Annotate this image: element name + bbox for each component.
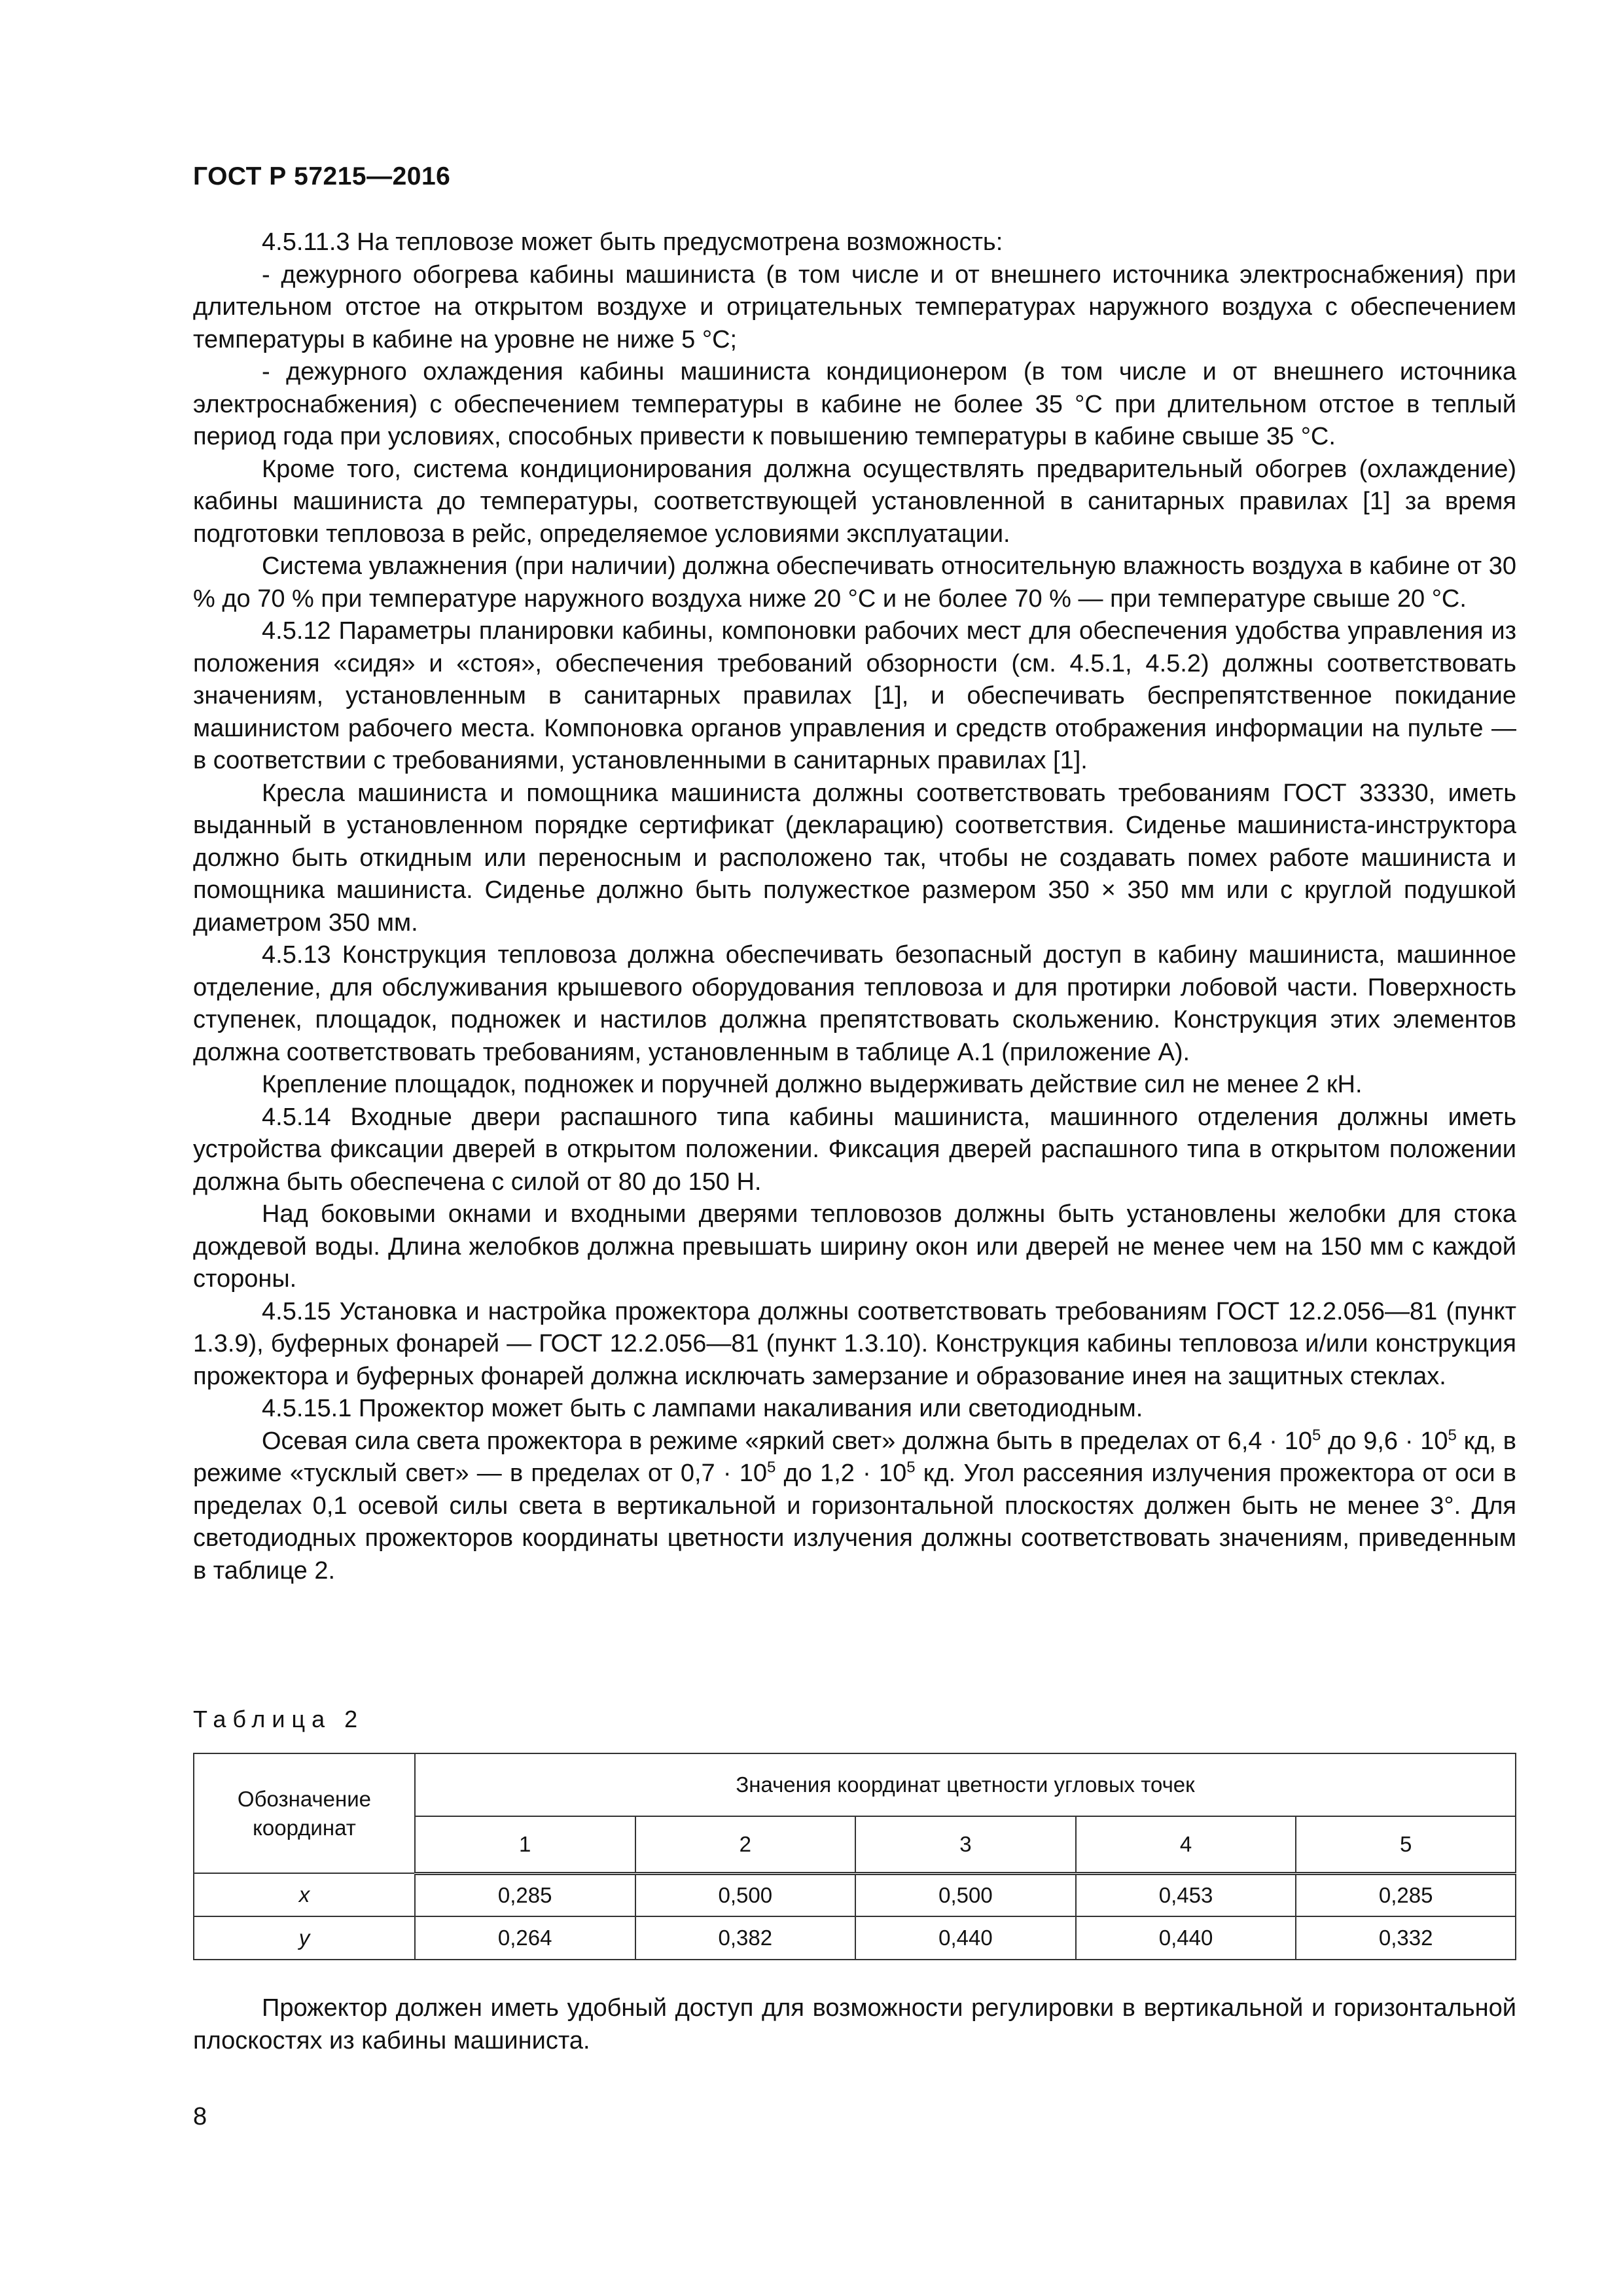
text-fragment: кд, в режиме «тусклый свет» — в пределах от 0,7 · 10: [193, 1427, 1516, 1487]
table-cell: 0,332: [1296, 1916, 1516, 1960]
chromaticity-values-header: Значения координат цветности угловых точек: [415, 1753, 1516, 1816]
paragraph: Прожектор должен иметь удобный доступ для возможности регулировки в вертикальной и горизонтальной плоскостях из кабины машиниста.: [193, 1994, 1516, 2054]
table-cell: 0,285: [415, 1873, 635, 1916]
luminous-intensity-paragraph: [193, 1426, 1516, 1588]
text-fragment: кд. Угол рассеяния излучения прожектора от оси в пределах 0,1 осевой силы света в вертикальной и горизонтальной плоскостях должен быть не менее 3°. Для светодиодных прожекторов координаты цветности излучения должны соответствовать значениям, приведенным в таблице 2.: [193, 1460, 1516, 1585]
table-cell: 0,285: [1296, 1873, 1516, 1916]
table-cell: 0,382: [635, 1916, 856, 1960]
table-cell: 0,453: [1076, 1873, 1296, 1916]
coordinate-label: x: [194, 1873, 415, 1916]
table-cell: 0,440: [1076, 1916, 1296, 1960]
body-text: [193, 226, 1516, 1587]
table-row: [194, 1916, 1516, 1960]
coordinate-designation-header: Обозначение координат: [194, 1753, 415, 1873]
exponent: 5: [767, 1458, 776, 1477]
text-fragment: до 1,2 · 10: [776, 1460, 907, 1487]
text-fragment: Осевая сила света прожектора в режиме «яркий свет» должна быть в пределах от 6,4 · 10: [262, 1427, 1312, 1455]
paragraph: 4.5.14 Входные двери распашного типа кабины машиниста, машинного отделения должны иметь устройства фиксации дверей в открытом положении. Фиксация дверей распашного типа в открытом положении должна быть обеспечена с силой от 80 до 150 Н.: [193, 1103, 1516, 1196]
point-number-header: 4: [1076, 1816, 1296, 1873]
point-number-header: 2: [635, 1816, 856, 1873]
page-number: 8: [193, 2103, 207, 2130]
paragraph: - дежурного охлаждения кабины машиниста кондиционером (в том числе и от внешнего источника электроснабжения) с обеспечением температуры в кабине не более 35 °С при длительном отстое в теплый период года при условиях, способных привести к повышению температуры в кабине свыше 35 °С.: [193, 358, 1516, 450]
point-number-header: 3: [855, 1816, 1076, 1873]
text-fragment: до 9,6 · 10: [1321, 1427, 1448, 1455]
table-caption: Таблица 2: [193, 1706, 365, 1732]
coordinate-label: y: [194, 1916, 415, 1960]
paragraph: Кресла машиниста и помощника машиниста должны соответствовать требованиям ГОСТ 33330, иметь выданный в установленном порядке сертификат (декларацию) соответствия. Сиденье машиниста-инструктора должно быть откидным или переносным и расположено так, чтобы не создавать помех работе машиниста и помощника машиниста. Сиденье должно быть полужесткое размером 350 × 350 мм или с круглой подушкой диаметром 350 мм.: [193, 779, 1516, 937]
exponent: 5: [1312, 1426, 1321, 1444]
point-number-header: 1: [415, 1816, 635, 1873]
exponent: 5: [906, 1458, 916, 1477]
table-cell: 0,264: [415, 1916, 635, 1960]
paragraph: 4.5.15.1 Прожектор может быть с лампами накаливания или светодиодным.: [262, 1395, 1143, 1422]
table-cell: 0,500: [855, 1873, 1076, 1916]
paragraph: 4.5.11.3 На тепловозе может быть предусмотрена возможность:: [262, 228, 1003, 256]
exponent: 5: [1448, 1426, 1457, 1444]
point-number-header: 5: [1296, 1816, 1516, 1873]
chromaticity-table: [193, 1753, 1516, 1960]
paragraph: 4.5.13 Конструкция тепловоза должна обеспечивать безопасный доступ в кабину машиниста, машинное отделение, для обслуживания крышевого оборудования тепловоза и для протирки лобовой части. Поверхность ступенек, площадок, подножек и настилов должна препятствовать скольжению. Конструкция этих элементов должна соответствовать требованиям, установленным в таблице А.1 (приложение А).: [193, 941, 1516, 1066]
paragraph: 4.5.15 Установка и настройка прожектора должны соответствовать требованиям ГОСТ 12.2.056—81 (пункт 1.3.9), буферных фонарей — ГОСТ 12.2.056—81 (пункт 1.3.10). Конструкция кабины тепловоза и/или конструкция прожектора и буферных фонарей должна исключать замерзание и образование инея на защитных стеклах.: [193, 1297, 1516, 1390]
paragraph: Над боковыми окнами и входными дверями тепловозов должны быть установлены желобки для стока дождевой воды. Длина желобков должна превышать ширину окон или дверей не менее чем на 150 мм с каждой стороны.: [193, 1200, 1516, 1293]
paragraph: Крепление площадок, подножек и поручней должно выдерживать действие сил не менее 2 кН.: [262, 1071, 1363, 1098]
paragraph: Система увлажнения (при наличии) должна обеспечивать относительную влажность воздуха в кабине от 30 % до 70 % при температуре наружного воздуха ниже 20 °С и не более 70 % — при температуре свыше 20 °С.: [193, 552, 1516, 613]
paragraph: 4.5.12 Параметры планировки кабины, компоновки рабочих мест для обеспечения удобства управления из положения «сидя» и «стоя», обеспечения требований обзорности (см. 4.5.1, 4.5.2) должны соответствовать значениям, установленным в санитарных правилах [1], и обеспечивать беспрепятственное покидание машинистом рабочего места. Компоновка органов управления и средств отображения информации на пульте — в соответствии с требованиями, установленными в санитарных правилах [1].: [193, 617, 1516, 774]
table-row: [194, 1873, 1516, 1916]
standard-header: ГОСТ Р 57215—2016: [193, 162, 451, 190]
table-cell: 0,440: [855, 1916, 1076, 1960]
after-table-text: [193, 1992, 1516, 2057]
paragraph: - дежурного обогрева кабины машиниста (в том числе и от внешнего источника электроснабжения) при длительном отстое на открытом воздухе и отрицательных температурах наружного воздуха с обеспечением температуры в кабине на уровне не ниже 5 °С;: [193, 260, 1516, 353]
table-cell: 0,500: [635, 1873, 856, 1916]
paragraph: Кроме того, система кондиционирования должна осуществлять предварительный обогрев (охлаждение) кабины машиниста до температуры, соответствующей установленной в санитарных правилах [1] за время подготовки тепловоза в рейс, определяемое условиями эксплуатации.: [193, 455, 1516, 548]
